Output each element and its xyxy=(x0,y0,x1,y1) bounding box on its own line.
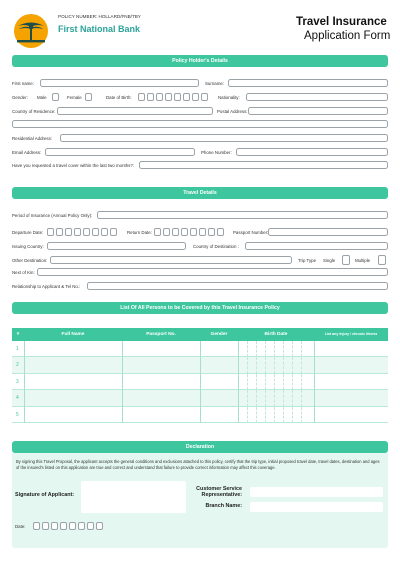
single-label: Single xyxy=(323,258,336,263)
date-digit-box[interactable] xyxy=(74,228,81,236)
dob-digit-box[interactable] xyxy=(165,93,172,101)
email-label: Email Address: xyxy=(12,150,42,155)
table-row xyxy=(12,390,388,406)
date-digit-box[interactable] xyxy=(83,228,90,236)
dob-digit-box[interactable] xyxy=(192,93,199,101)
issuing-country-label: Issuing Country: xyxy=(12,244,44,249)
date-digit-box[interactable] xyxy=(163,228,170,236)
persons-table-header xyxy=(12,328,388,341)
col-passport: Passport No. xyxy=(146,332,176,337)
col-birth-date: Birth Date xyxy=(264,332,288,337)
date-digit-box[interactable] xyxy=(199,228,206,236)
period-field[interactable] xyxy=(97,211,388,219)
postal-address-field[interactable] xyxy=(248,107,388,115)
single-trip-checkbox[interactable] xyxy=(342,255,350,265)
country-of-residence-field[interactable] xyxy=(57,107,213,115)
date-digit-box[interactable] xyxy=(96,522,103,530)
date-digit-box[interactable] xyxy=(154,228,161,236)
form-subtitle: Application Form xyxy=(304,30,391,42)
date-label: Date: xyxy=(15,524,26,529)
male-checkbox[interactable] xyxy=(52,93,59,101)
dob-digit-box[interactable] xyxy=(201,93,208,101)
branch-field[interactable] xyxy=(250,502,383,512)
date-digit-box[interactable] xyxy=(217,228,224,236)
bank-name: First National Bank xyxy=(58,24,141,34)
date-digit-box[interactable] xyxy=(33,522,40,530)
dob-field[interactable] xyxy=(138,93,214,101)
first-name-field[interactable] xyxy=(40,79,199,87)
table-row xyxy=(12,357,388,373)
next-of-kin-label: Next of Kin: xyxy=(12,270,35,275)
date-digit-box[interactable] xyxy=(78,522,85,530)
dob-label: Date of Birth: xyxy=(106,95,132,100)
section-header-persons: List Of All Persons to be Covered by this Travel Insurance Policy xyxy=(12,302,388,314)
row-number: 5 xyxy=(16,411,19,418)
other-destination-field[interactable] xyxy=(50,256,292,264)
date-digit-box[interactable] xyxy=(101,228,108,236)
nationality-field[interactable] xyxy=(246,93,388,101)
residential-address-field[interactable] xyxy=(60,134,388,142)
passport-label: Passport Number: xyxy=(233,230,269,235)
representative-field[interactable] xyxy=(250,487,383,497)
phone-field[interactable] xyxy=(236,148,388,156)
table-row xyxy=(12,374,388,390)
table-row xyxy=(12,341,388,357)
destination-country-field[interactable] xyxy=(245,242,388,250)
col-illness: List any injury / chronic illness xyxy=(324,332,378,336)
table-row xyxy=(12,407,388,423)
residential-address-label: Residential Address: xyxy=(12,136,53,141)
female-label: Female xyxy=(67,95,82,100)
date-digit-box[interactable] xyxy=(181,228,188,236)
phone-label: Phone Number: xyxy=(201,150,232,155)
section-header-declaration: Declaration xyxy=(12,441,388,453)
date-digit-box[interactable] xyxy=(110,228,117,236)
acacia-tree-icon xyxy=(13,13,49,49)
multiple-label: Multiple xyxy=(355,258,371,263)
date-digit-box[interactable] xyxy=(208,228,215,236)
form-title: Travel Insurance xyxy=(296,16,387,28)
passport-field[interactable] xyxy=(268,228,388,236)
surname-label: Surname: xyxy=(205,81,225,86)
requested-cover-label: Have you requested a travel cover within the last two months?: xyxy=(12,163,135,168)
date-digit-box[interactable] xyxy=(42,522,49,530)
declaration-date-field[interactable] xyxy=(33,522,109,530)
other-destination-label: Other Destination: xyxy=(12,258,48,263)
next-of-kin-field[interactable] xyxy=(37,268,388,276)
representative-label: Customer Service Representative: xyxy=(196,486,242,498)
address-continuation-field[interactable] xyxy=(12,120,388,128)
date-digit-box[interactable] xyxy=(47,228,54,236)
date-digit-box[interactable] xyxy=(51,522,58,530)
declaration-text: By signing this Travel Proposal, the applicant accepts the general conditions and exclusions attached to this policy, certify that the trip type, initial proposed travel date, travel dates, destination and ages of the insured's listed on this application are true and correct and understand that failure to provide correct information may affect this coverage. xyxy=(16,459,380,470)
date-digit-box[interactable] xyxy=(60,522,67,530)
trip-type-label: Trip Type xyxy=(298,258,317,263)
surname-field[interactable] xyxy=(228,79,388,87)
period-label: Period of Insurance (Annual Policy Only): xyxy=(12,213,93,218)
date-digit-box[interactable] xyxy=(172,228,179,236)
row-number: 4 xyxy=(16,395,19,402)
destination-country-label: Country of Destination : xyxy=(193,244,239,249)
return-date-field[interactable] xyxy=(154,228,230,236)
multiple-trip-checkbox[interactable] xyxy=(378,255,386,265)
dob-digit-box[interactable] xyxy=(138,93,145,101)
signature-label: Signature of Applicant: xyxy=(15,492,75,498)
date-digit-box[interactable] xyxy=(92,228,99,236)
nationality-label: Nationality: xyxy=(218,95,240,100)
bank-logo xyxy=(13,13,49,49)
relationship-field[interactable] xyxy=(87,282,388,290)
first-name-label: First name: xyxy=(12,81,34,86)
dob-digit-box[interactable] xyxy=(183,93,190,101)
email-field[interactable] xyxy=(45,148,195,156)
female-checkbox[interactable] xyxy=(85,93,92,101)
dob-digit-box[interactable] xyxy=(147,93,154,101)
departure-date-field[interactable] xyxy=(47,228,123,236)
male-label: Male xyxy=(37,95,47,100)
section-header-policy-holder: Policy Holder's Details xyxy=(12,55,388,67)
date-digit-box[interactable] xyxy=(56,228,63,236)
col-number: # xyxy=(16,332,20,337)
persons-table-body xyxy=(0,341,400,425)
dob-digit-box[interactable] xyxy=(156,93,163,101)
declaration-panel xyxy=(12,453,388,548)
departure-label: Departure Date: xyxy=(12,230,44,235)
header xyxy=(0,0,400,52)
gender-label: Gender: xyxy=(12,95,28,100)
date-digit-box[interactable] xyxy=(69,522,76,530)
date-digit-box[interactable] xyxy=(65,228,72,236)
dob-digit-box[interactable] xyxy=(174,93,181,101)
issuing-country-field[interactable] xyxy=(47,242,186,250)
branch-label: Branch Name: xyxy=(205,503,242,509)
col-full-name: Full Name xyxy=(61,332,85,337)
row-number: 3 xyxy=(16,378,19,385)
relationship-label: Relationship to Applicant & Tel No.: xyxy=(12,284,81,289)
postal-address-label: Postal Address: xyxy=(217,109,248,114)
row-number: 1 xyxy=(16,346,19,352)
section-header-travel-details: Travel Details xyxy=(12,187,388,199)
requested-cover-field[interactable] xyxy=(139,161,388,169)
country-of-residence-label: Country of Residence: xyxy=(12,109,56,114)
policy-number: POLICY NUMBER: HOLLARD/FNB/TBY xyxy=(58,14,141,19)
date-digit-box[interactable] xyxy=(87,522,94,530)
date-digit-box[interactable] xyxy=(190,228,197,236)
col-gender: Gender xyxy=(210,332,228,337)
return-label: Return Date: xyxy=(127,230,152,235)
row-number: 2 xyxy=(16,362,19,369)
signature-field[interactable] xyxy=(81,481,186,513)
